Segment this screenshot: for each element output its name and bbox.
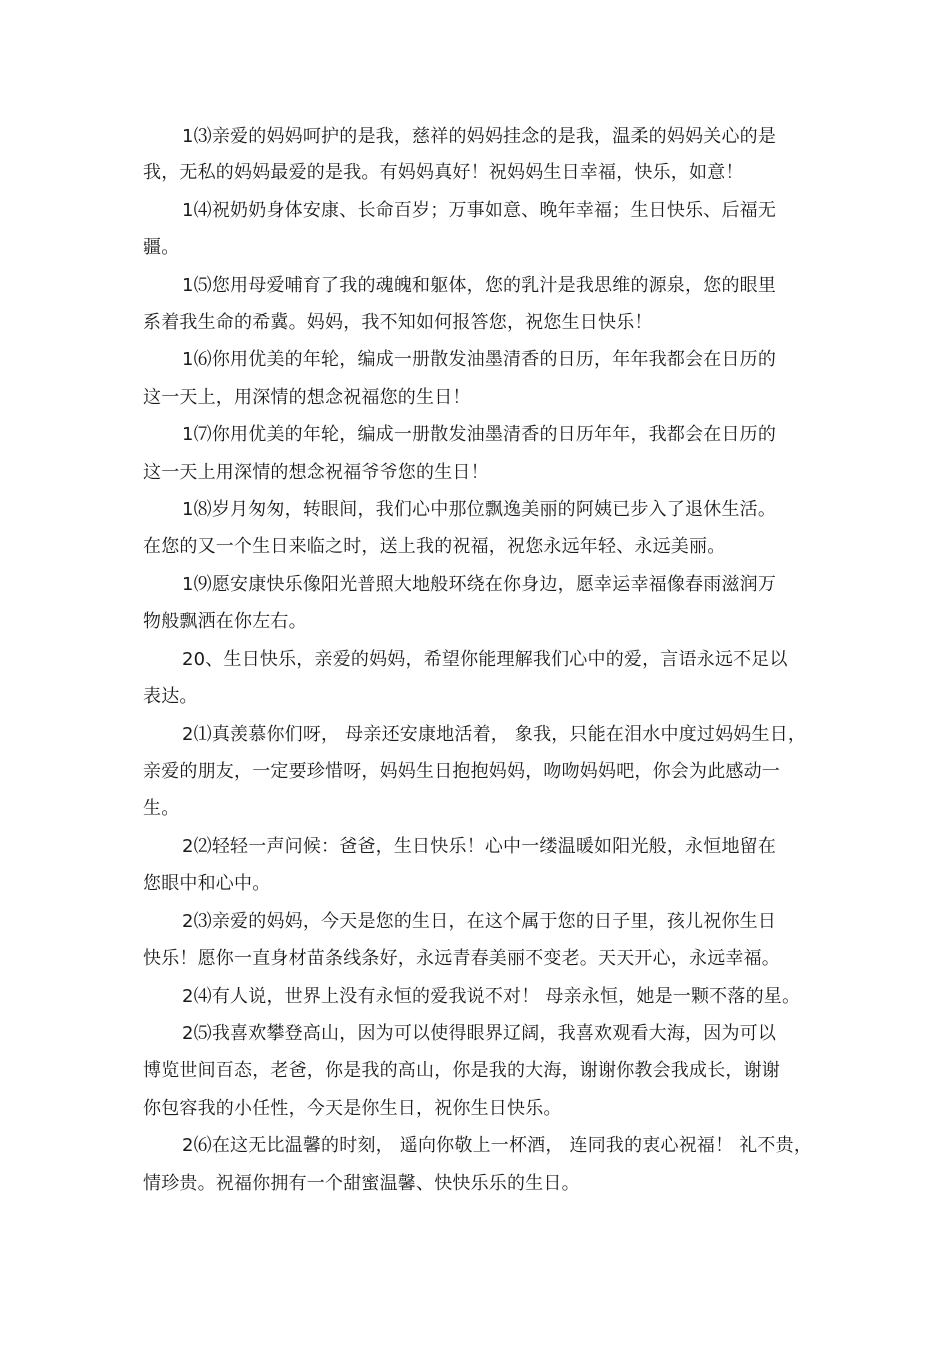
- text-line: 1⑺你用优美的年轮，编成一册散发油墨清香的日历年年，我都会在日历的: [182, 424, 777, 445]
- text-line: 物般飘洒在你左右。: [143, 611, 307, 632]
- text-line: 2⑶亲爱的妈妈，今天是您的生日，在这个属于您的日子里，孩儿祝你生日: [182, 911, 777, 932]
- text-line: 2⑸我喜欢攀登高山，因为可以使得眼界辽阔，我喜欢观看大海，因为可以: [182, 1023, 777, 1044]
- text-line: 您眼中和心中。: [143, 873, 271, 894]
- text-line: 2⑹在这无比温馨的时刻， 遥向你敬上一杯酒， 连同我的衷心祝福！ 礼不贵，: [182, 1135, 813, 1156]
- text-line: 系着我生命的希冀。妈妈，我不知如何报答您，祝您生日快乐！: [143, 312, 653, 333]
- text-line: 1⑻岁月匆匆，转眼间，我们心中那位飘逸美丽的阿姨已步入了退休生活。: [182, 499, 777, 520]
- text-line: 你包容我的小任性，今天是你生日，祝你生日快乐。: [143, 1098, 562, 1119]
- text-line: 表达。: [143, 686, 198, 707]
- text-line: 1⑶亲爱的妈妈呵护的是我，慈祥的妈妈挂念的是我，温柔的妈妈关心的是: [182, 126, 777, 147]
- text-line: 20、生日快乐，亲爱的妈妈，希望你能理解我们心中的爱，言语永远不足以: [182, 649, 788, 670]
- text-line: 快乐！愿你一直身材苗条线条好，永远青春美丽不变老。天天开心，永远幸福。: [143, 948, 780, 969]
- text-line: 在您的又一个生日来临之时，送上我的祝福，祝您永远年轻、永远美丽。: [143, 536, 726, 557]
- text-line: 这一天上，用深情的想念祝福您的生日！: [143, 387, 471, 408]
- text-line: 2⑷有人说，世界上没有永恒的爱我说不对！ 母亲永恒，她是一颗不落的星。: [182, 986, 801, 1007]
- text-line: 1⑹你用优美的年轮，编成一册散发油墨清香的日历，年年我都会在日历的: [182, 349, 777, 370]
- text-line: 1⑷祝奶奶身体安康、长命百岁；万事如意、晚年幸福；生日快乐、后福无: [182, 200, 777, 221]
- text-line: 2⑴真羡慕你们呀， 母亲还安康地活着， 象我，只能在泪水中度过妈妈生日，: [182, 724, 807, 745]
- text-line: 生。: [143, 798, 180, 819]
- text-line: 1⑸您用母爱哺育了我的魂魄和躯体，您的乳汁是我思维的源泉，您的眼里: [182, 275, 777, 296]
- text-line: 2⑵轻轻一声问候：爸爸，生日快乐！心中一缕温暖如阳光般，永恒地留在: [182, 836, 777, 857]
- text-line: 亲爱的朋友，一定要珍惜呀，妈妈生日抱抱妈妈，吻吻妈妈吧，你会为此感动一: [143, 761, 780, 782]
- text-line: 情珍贵。祝福你拥有一个甜蜜温馨、快快乐乐的生日。: [143, 1173, 580, 1194]
- text-line: 我，无私的妈妈最爱的是我。有妈妈真好！祝妈妈生日幸福，快乐，如意！: [143, 162, 744, 183]
- text-line: 博览世间百态，老爸，你是我的高山，你是我的大海，谢谢你教会我成长，谢谢: [143, 1060, 780, 1081]
- text-line: 1⑼愿安康快乐像阳光普照大地般环绕在你身边，愿幸运幸福像春雨滋润万: [182, 574, 777, 595]
- text-line: 这一天上用深情的想念祝福爷爷您的生日！: [143, 462, 489, 483]
- text-line: 疆。: [143, 237, 180, 258]
